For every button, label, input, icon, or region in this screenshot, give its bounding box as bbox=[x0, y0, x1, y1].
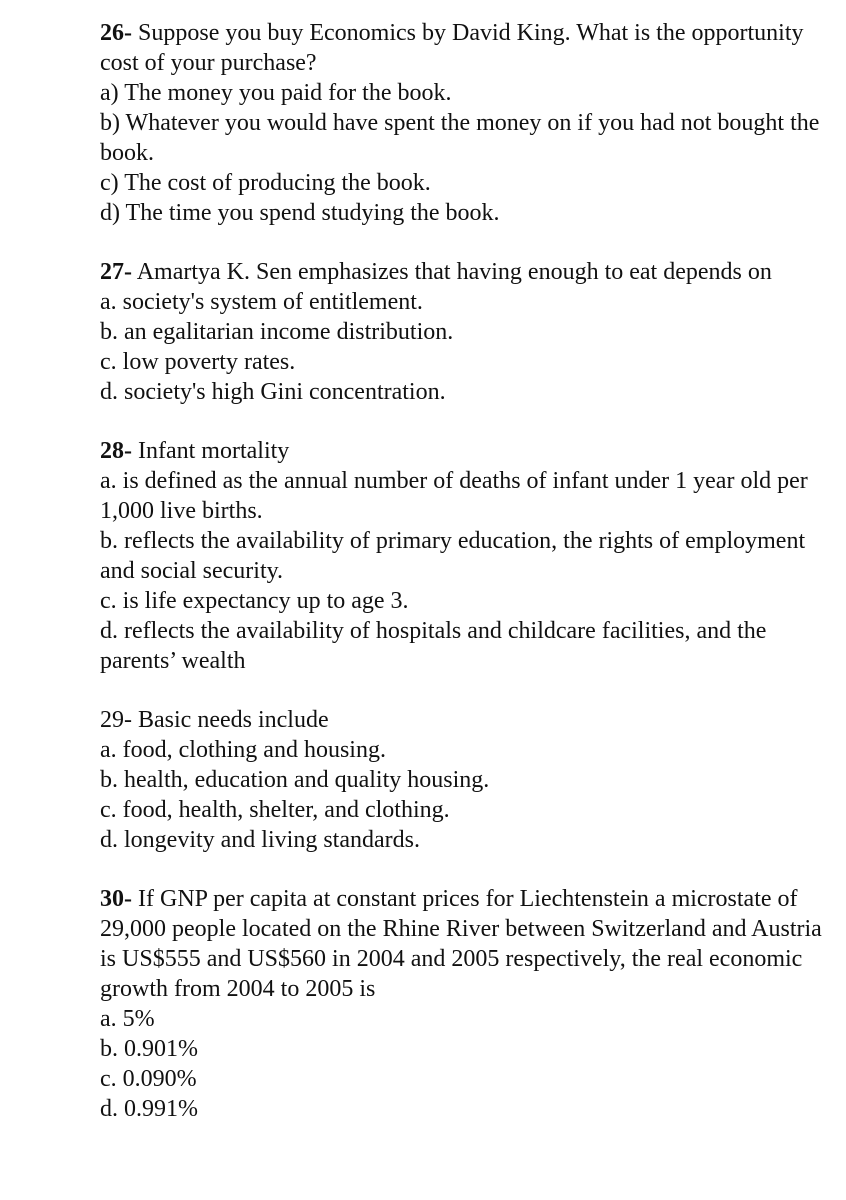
question-number: 30- bbox=[100, 886, 132, 912]
question-text: If GNP per capita at constant prices for Liechtenstein a microstate of 29,000 people located on the Rhine River between Switzerland and Austria is US$555 and US$560 in 2004 and 2005 respectively, the real economic growth from 2004 to 2005 is bbox=[100, 886, 822, 1002]
question-29 bbox=[100, 705, 840, 855]
option-c: c. is life expectancy up to age 3. bbox=[100, 588, 409, 614]
question-27 bbox=[100, 257, 840, 407]
question-stem bbox=[100, 705, 840, 735]
option-c: c) The cost of producing the book. bbox=[100, 170, 431, 196]
option-a: a. food, clothing and housing. bbox=[100, 737, 386, 763]
question-stem bbox=[100, 18, 840, 78]
option-d: d) The time you spend studying the book. bbox=[100, 200, 500, 226]
option-d: d. 0.991% bbox=[100, 1096, 198, 1122]
option-a: a) The money you paid for the book. bbox=[100, 80, 452, 106]
option-a: a. society's system of entitlement. bbox=[100, 289, 423, 315]
question-28 bbox=[100, 436, 840, 676]
question-number: 26- bbox=[100, 20, 132, 46]
question-number: 28- bbox=[100, 438, 132, 464]
option-c: c. low poverty rates. bbox=[100, 349, 296, 375]
question-number: 27- bbox=[100, 259, 132, 285]
question-text: Amartya K. Sen emphasizes that having enough to eat depends on bbox=[136, 259, 772, 285]
question-sheet bbox=[100, 18, 840, 1153]
question-26 bbox=[100, 18, 840, 228]
question-text: Infant mortality bbox=[138, 438, 290, 464]
option-b: b. reflects the availability of primary education, the rights of employment and social security. bbox=[100, 528, 806, 584]
option-b: b. health, education and quality housing. bbox=[100, 767, 490, 793]
option-d: d. society's high Gini concentration. bbox=[100, 379, 446, 405]
option-d: d. reflects the availability of hospitals and childcare facilities, and the parents’ wealth bbox=[100, 618, 767, 674]
question-30 bbox=[100, 884, 840, 1124]
option-c: c. food, health, shelter, and clothing. bbox=[100, 797, 450, 823]
question-stem bbox=[100, 257, 840, 287]
option-a: a. is defined as the annual number of deaths of infant under 1 year old per 1,000 live births. bbox=[100, 468, 808, 524]
option-b: b. an egalitarian income distribution. bbox=[100, 319, 454, 345]
question-text: Basic needs include bbox=[138, 707, 329, 733]
option-c: c. 0.090% bbox=[100, 1066, 197, 1092]
question-stem bbox=[100, 436, 840, 466]
question-text: Suppose you buy Economics by David King. What is the opportunity cost of your purchase? bbox=[100, 20, 804, 76]
option-d: d. longevity and living standards. bbox=[100, 827, 420, 853]
option-a: a. 5% bbox=[100, 1006, 155, 1032]
option-b: b) Whatever you would have spent the money on if you had not bought the book. bbox=[100, 110, 820, 166]
question-stem bbox=[100, 884, 840, 1004]
option-b: b. 0.901% bbox=[100, 1036, 198, 1062]
question-number: 29- bbox=[100, 707, 132, 733]
